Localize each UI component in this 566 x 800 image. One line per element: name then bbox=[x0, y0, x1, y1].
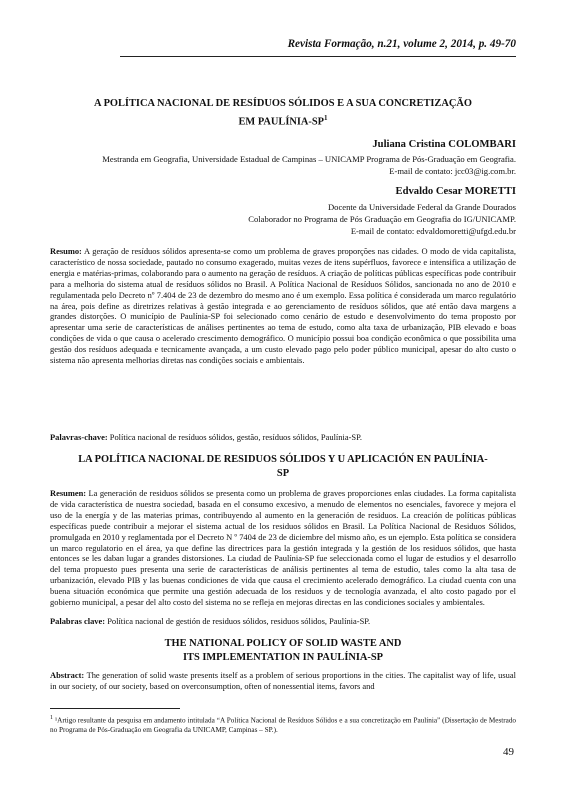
author-1-affiliation bbox=[102, 153, 516, 177]
page-number: 49 bbox=[503, 746, 514, 758]
palabras-clave-label: Palabras clave: bbox=[50, 616, 106, 626]
title-english bbox=[50, 637, 516, 665]
author-2-affil-line2: Colaborador no Programa de Pós Graduação em Geografia do IG/UNICAMP. bbox=[248, 214, 516, 224]
abstract-label: Abstract: bbox=[50, 670, 85, 680]
resumo-label: Resumo: bbox=[50, 246, 82, 256]
palavras-chave-text: Política nacional de resíduos sólidos, gestão, resíduos sólidos, Paulínia-SP. bbox=[109, 432, 362, 442]
footnote bbox=[50, 714, 516, 736]
author-1-email[interactable]: E-mail de contato: jcc03@ig.com.br. bbox=[389, 166, 516, 176]
header-rule bbox=[120, 56, 516, 57]
palabras-clave-text: Política nacional de gestión de residuos sólidos, residuos sólidos, Paulínia-SP. bbox=[107, 616, 371, 626]
resumen-text: La generación de residuos sólidos se presenta como un problema de graves proporciones enlas ciudades. La forma capitalista de vida característica de nuestra sociedad, basada en el consumo excesivo, a menudo de elementos no esenciales, favorece y mejora el uso de la energía y de las materias primas, contribuyendo al aumento en la generación de residuos. La creación de políticas públicas específicas puede contribuir a mejorar el sistema actual de los residuos sólidos en Brasil. La Política Nacional de Residuos Sólidos, promulgada en 2010 y reglamentada por el Decreto N º 7404 de 23 de diciembre del mismo año, es un ejemplo. Esta política se considera un marco regulatorio en el área, ya que define las directrices para la gestión integrada y la gestión de los residuos sólidos, que hasta entonces se les daban lugar a grandes distorsiones. La ciudad de Paulínia-SP fue seleccionada como el lugar de estudios y el desarrollo del tema propuesto pues presenta una serie de características de análisis pertinentes al tema de estudio, tales como la alta tasa de urbanización, elevado PIB y las buenas condiciones de vida que causa el crecimiento acelerado demográfico. La ciudad cuenta con una buena situación económica que permite una gestión adecuada de los residuos y de tecnología avanzada, el alto costo pagado por el gobierno municipal, a pesar del alto costo del sistema no se refleja en mejoras directas en las condiciones sociales y ambientales. bbox=[50, 488, 516, 608]
abstract-paragraph bbox=[50, 670, 516, 692]
journal-header: Revista Formação, n.21, volume 2, 2014, p. 49-70 bbox=[287, 38, 516, 50]
palavras-chave-paragraph bbox=[50, 432, 516, 443]
title-pt-line2: EM PAULÍNIA-SP bbox=[238, 116, 325, 128]
title-portuguese bbox=[50, 97, 516, 129]
author-2-affil-line1: Docente da Universidade Federal da Grande Dourados bbox=[327, 202, 516, 212]
title-pt-line2-wrap bbox=[50, 111, 516, 129]
resumo-text: A geração de resíduos sólidos apresenta-se como um problema de graves proporções nas cidades. O modo de vida capitalista, característico de nossa sociedade, pautado no consumo exagerado, muitas vezes de itens supérfluos, favorece e intensifica a utilização de energia e matérias-primas, colaborando para o aumento na geração de resíduos. A criação de políticas públicas específicas pode contribuir para a melhoria do sistema atual de resíduos sólidos no Brasil. A Política Nacional de Resíduos Sólidos, sancionada no ano de 2010 e regulamentada pelo Decreto nº 7.404 de 23 de dezembro do mesmo ano é um exemplo. Essa política é considerada um marco regulatório na área, pois define as diretrizes relativas à gestão integrada e ao gerenciamento de resíduos sólidos, que até então dava margens a grandes distorções. O município de Paulínia-SP foi selecionado como cenário de estudo e desenvolvimento do tema proposto por apresentar uma serie de características de análises pertinentes ao tema de estudo, como alta taxa de urbanização, PIB elevado e boas condições de vida o que causa o acelerado crescimento demográfico. O município possui boa condição econômica o que possibilita uma gestão dos resíduos adequada e tecnicamente avançada, a um custo elevado pago pelo poder público municipal, apesar do alto custo o sistema não apresenta melhorias diretas nas condições sociais e ambientais. bbox=[50, 246, 516, 366]
resumen-label: Resumen: bbox=[50, 488, 87, 498]
resumen-paragraph bbox=[50, 488, 516, 608]
palavras-chave-label: Palavras-chave: bbox=[50, 432, 108, 442]
footnote-rule bbox=[50, 708, 180, 709]
footnote-ref[interactable]: 1 bbox=[324, 114, 328, 122]
title-es-line1: LA POLÍTICA NACIONAL DE RESIDUOS SÓLIDOS Y U APLICACIÓN EN PAULÍNIA- bbox=[78, 454, 488, 465]
author-2-email[interactable]: E-mail de contato: edvaldomoretti@ufgd.edu.br bbox=[350, 226, 516, 236]
title-pt-line1: A POLÍTICA NACIONAL DE RESÍDUOS SÓLIDOS E A SUA CONCRETIZAÇÃO bbox=[94, 98, 472, 109]
title-spanish bbox=[50, 453, 516, 481]
author-2-name: Edvaldo Cesar MORETTI bbox=[395, 186, 516, 197]
title-es-line2: SP bbox=[276, 468, 290, 479]
author-1-affil-line1: Mestranda em Geografia, Universidade Estadual de Campinas – UNICAMP Programa de Pós-Graduação em Geografia. bbox=[102, 154, 516, 164]
resumo-paragraph bbox=[50, 246, 516, 366]
title-en-line2: ITS IMPLEMENTATION IN PAULÍNIA-SP bbox=[182, 652, 384, 663]
abstract-text: The generation of solid waste presents itself as a problem of serious proportions in the cities. The capitalist way of life, usual in our society, of our society, based on overconsumption, often of nonessential items, favors and bbox=[50, 670, 516, 691]
footnote-text: ¹Artigo resultante da pesquisa em andamento intitulada “A Política Nacional de Resíduos Sólidos e a sua concretização em Paulínia” (Dissertação de Mestrado no Programa de Pós-Graduação em Geografia da UNICAMP, Campinas – SP.). bbox=[50, 716, 517, 734]
footnote-mark: 1 bbox=[50, 715, 53, 721]
title-en-line1: THE NATIONAL POLICY OF SOLID WASTE AND bbox=[164, 638, 402, 649]
palabras-clave-paragraph bbox=[50, 616, 516, 627]
author-1-name: Juliana Cristina COLOMBARI bbox=[372, 139, 516, 150]
author-2-affiliation bbox=[248, 201, 516, 237]
